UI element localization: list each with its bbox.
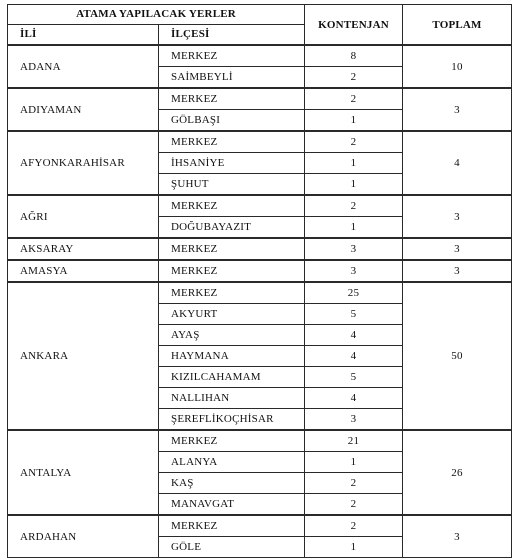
cell-kontenjan: 1: [305, 153, 403, 174]
cell-ilce: MERKEZ: [159, 238, 305, 260]
cell-ilce: MERKEZ: [159, 282, 305, 304]
cell-ilce: İHSANİYE: [159, 153, 305, 174]
cell-kontenjan: 4: [305, 346, 403, 367]
cell-kontenjan: 1: [305, 110, 403, 132]
cell-ilce: GÖLBAŞI: [159, 110, 305, 132]
header-ilce: İLÇESİ: [159, 25, 305, 46]
cell-ilce: ŞUHUT: [159, 174, 305, 196]
header-toplam: TOPLAM: [403, 5, 512, 46]
cell-kontenjan: 3: [305, 409, 403, 431]
cell-ilce: ALANYA: [159, 452, 305, 473]
cell-kontenjan: 3: [305, 260, 403, 282]
cell-toplam: 3: [403, 238, 512, 260]
table-row: [8, 515, 512, 537]
cell-kontenjan: 2: [305, 67, 403, 89]
cell-il: ADIYAMAN: [8, 88, 159, 131]
cell-ilce: AKYURT: [159, 304, 305, 325]
cell-kontenjan: 4: [305, 388, 403, 409]
cell-il: ADANA: [8, 45, 159, 88]
cell-ilce: HAYMANA: [159, 346, 305, 367]
cell-ilce: MERKEZ: [159, 88, 305, 110]
cell-ilce: AYAŞ: [159, 325, 305, 346]
cell-il: ANTALYA: [8, 430, 159, 515]
cell-toplam: 4: [403, 131, 512, 195]
table-row: [8, 260, 512, 282]
cell-kontenjan: 3: [305, 238, 403, 260]
cell-toplam: 50: [403, 282, 512, 430]
cell-kontenjan: 5: [305, 304, 403, 325]
cell-ilce: MERKEZ: [159, 45, 305, 67]
allocation-table-container: [7, 4, 512, 558]
cell-kontenjan: 1: [305, 537, 403, 558]
cell-kontenjan: 21: [305, 430, 403, 452]
cell-kontenjan: 25: [305, 282, 403, 304]
cell-kontenjan: 5: [305, 367, 403, 388]
cell-ilce: SAİMBEYLİ: [159, 67, 305, 89]
cell-kontenjan: 2: [305, 473, 403, 494]
cell-kontenjan: 2: [305, 131, 403, 153]
cell-ilce: MERKEZ: [159, 260, 305, 282]
cell-ilce: ŞEREFLİKOÇHİSAR: [159, 409, 305, 431]
cell-kontenjan: 2: [305, 88, 403, 110]
table-row: [8, 238, 512, 260]
cell-toplam: 26: [403, 430, 512, 515]
cell-kontenjan: 2: [305, 195, 403, 217]
header-il: İLİ: [8, 25, 159, 46]
cell-toplam: 10: [403, 45, 512, 88]
cell-ilce: MERKEZ: [159, 430, 305, 452]
table-row: [8, 131, 512, 153]
cell-ilce: MERKEZ: [159, 515, 305, 537]
cell-kontenjan: 8: [305, 45, 403, 67]
table-row: [8, 430, 512, 452]
cell-kontenjan: 2: [305, 494, 403, 516]
header-kontenjan: KONTENJAN: [305, 5, 403, 46]
table-row: [8, 282, 512, 304]
cell-ilce: NALLIHAN: [159, 388, 305, 409]
cell-ilce: KAŞ: [159, 473, 305, 494]
cell-il: AMASYA: [8, 260, 159, 282]
cell-ilce: DOĞUBAYAZIT: [159, 217, 305, 239]
cell-ilce: MANAVGAT: [159, 494, 305, 516]
cell-toplam: 3: [403, 88, 512, 131]
allocation-table: [7, 4, 512, 558]
table-body: [8, 45, 512, 558]
cell-il: AKSARAY: [8, 238, 159, 260]
cell-kontenjan: 1: [305, 217, 403, 239]
cell-ilce: MERKEZ: [159, 131, 305, 153]
table-row: [8, 88, 512, 110]
header-atama-yerler: ATAMA YAPILACAK YERLER: [8, 5, 305, 25]
cell-kontenjan: 1: [305, 174, 403, 196]
cell-il: ARDAHAN: [8, 515, 159, 558]
table-row: [8, 195, 512, 217]
cell-il: AFYONKARAHİSAR: [8, 131, 159, 195]
table-row: [8, 45, 512, 67]
cell-ilce: KIZILCAHAMAM: [159, 367, 305, 388]
cell-il: ANKARA: [8, 282, 159, 430]
cell-toplam: 3: [403, 515, 512, 558]
cell-ilce: GÖLE: [159, 537, 305, 558]
cell-il: AĞRI: [8, 195, 159, 238]
cell-ilce: MERKEZ: [159, 195, 305, 217]
cell-kontenjan: 2: [305, 515, 403, 537]
cell-toplam: 3: [403, 195, 512, 238]
cell-kontenjan: 1: [305, 452, 403, 473]
table-header: [8, 5, 512, 46]
cell-toplam: 3: [403, 260, 512, 282]
cell-kontenjan: 4: [305, 325, 403, 346]
